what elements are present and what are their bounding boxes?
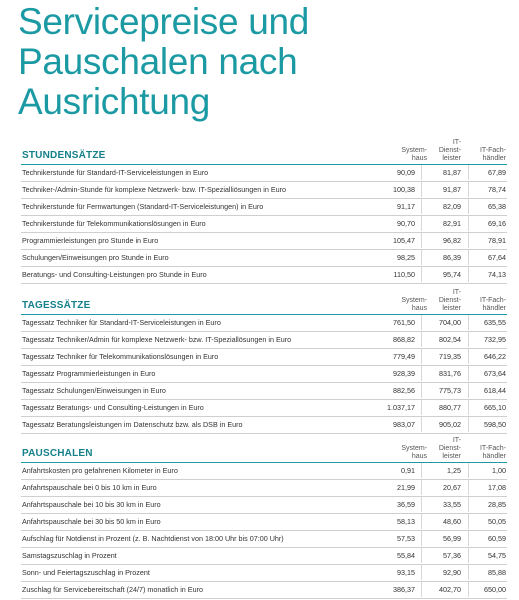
row-label: Anfahrtspauschale bei 10 bis 30 km in Euro [22, 500, 161, 509]
value-it-fachhaendler: 78,91 [488, 236, 506, 245]
value-it-fachhaendler: 732,95 [484, 335, 506, 344]
value-systemhaus: 868,82 [393, 335, 415, 344]
section-header [21, 436, 507, 462]
table-row [21, 399, 507, 416]
value-systemhaus: 21,99 [397, 483, 415, 492]
value-it-dienstleister: 95,74 [443, 270, 461, 279]
table-row [21, 348, 507, 365]
table-body [21, 314, 507, 434]
column-header-line: System- [401, 297, 427, 304]
row-label: Technikerstunde für Telekommunikationslösungen in Euro [22, 219, 206, 228]
value-it-dienstleister: 20,67 [443, 483, 461, 492]
table-row [21, 564, 507, 581]
table-row [21, 198, 507, 215]
value-it-fachhaendler: 1,00 [492, 466, 506, 475]
value-it-dienstleister: 880,77 [439, 403, 461, 412]
table-row [21, 462, 507, 479]
value-it-dienstleister: 802,54 [439, 335, 461, 344]
value-systemhaus: 90,70 [397, 219, 415, 228]
value-systemhaus: 105,47 [393, 236, 415, 245]
section-title: TAGESSÄTZE [22, 300, 91, 311]
row-label: Tagessatz Beratungs- und Consulting-Leistungen in Euro [22, 403, 204, 412]
column-header-it-dienstleister [431, 289, 461, 313]
row-label: Sonn- und Feiertagszuschlag in Prozent [22, 568, 150, 577]
table-row [21, 181, 507, 198]
row-label: Anfahrtskosten pro gefahrenen Kilometer in Euro [22, 466, 178, 475]
table-row [21, 215, 507, 232]
value-it-dienstleister: 56,99 [443, 534, 461, 543]
value-it-dienstleister: 1,25 [447, 466, 461, 475]
value-it-fachhaendler: 74,13 [488, 270, 506, 279]
value-it-fachhaendler: 60,59 [488, 534, 506, 543]
row-label: Technikerstunde für Fernwartungen (Standard-IT-Serviceleistungen) in Euro [22, 202, 264, 211]
table-body [21, 462, 507, 599]
value-systemhaus: 983,07 [393, 420, 415, 429]
table-row [21, 232, 507, 249]
column-header-systemhaus [383, 297, 427, 313]
value-it-fachhaendler: 673,64 [484, 369, 506, 378]
column-header-line: IT-Dienst- [438, 139, 461, 154]
value-it-fachhaendler: 67,89 [488, 168, 506, 177]
column-header-it-fachhaendler [476, 297, 506, 313]
value-it-fachhaendler: 618,44 [484, 386, 506, 395]
column-header-line: IT-Fach- [479, 445, 506, 452]
value-it-dienstleister: 719,35 [439, 352, 461, 361]
value-systemhaus: 1.037,17 [387, 403, 415, 412]
row-label: Schulungen/Einweisungen pro Stunde in Euro [22, 253, 169, 262]
title-line-3: Ausrichtung [18, 81, 211, 122]
column-header-line: IT-Dienst- [438, 437, 461, 452]
value-it-fachhaendler: 17,08 [488, 483, 506, 492]
page-title [18, 2, 508, 122]
table-row [21, 416, 507, 434]
table-row [21, 164, 507, 181]
row-label: Programmierleistungen pro Stunde in Euro [22, 236, 159, 245]
column-header-line: haus [411, 305, 427, 312]
value-it-dienstleister: 905,02 [439, 420, 461, 429]
value-systemhaus: 91,17 [397, 202, 415, 211]
value-systemhaus: 93,15 [397, 568, 415, 577]
value-it-dienstleister: 86,39 [443, 253, 461, 262]
column-header-line: leister [442, 305, 461, 312]
table-row [21, 581, 507, 599]
value-it-fachhaendler: 646,22 [484, 352, 506, 361]
row-label: Tagessatz Programmierleistungen in Euro [22, 369, 156, 378]
value-systemhaus: 98,25 [397, 253, 415, 262]
value-it-dienstleister: 96,82 [443, 236, 461, 245]
value-systemhaus: 90,09 [397, 168, 415, 177]
value-it-fachhaendler: 85,88 [488, 568, 506, 577]
row-label: Anfahrtspauschale bei 30 bis 50 km in Euro [22, 517, 161, 526]
section-pauschalen [21, 436, 507, 599]
value-it-dienstleister: 82,09 [443, 202, 461, 211]
section-title: STUNDENSÄTZE [22, 150, 106, 161]
column-header-it-dienstleister [431, 139, 461, 163]
column-header-it-fachhaendler [476, 445, 506, 461]
column-header-line: händler [482, 155, 506, 162]
table-row [21, 496, 507, 513]
row-label: Tagessatz Techniker/Admin für komplexe Netzwerk- bzw. IT-Speziallösungen in Euro [22, 335, 292, 344]
value-it-dienstleister: 402,70 [439, 585, 461, 594]
table-row [21, 314, 507, 331]
value-systemhaus: 58,13 [397, 517, 415, 526]
row-label: Aufschlag für Notdienst in Prozent (z. B. Nachtdienst von 18:00 Uhr bis 07:00 Uhr) [22, 534, 284, 543]
title-line-1: Servicepreise und [18, 1, 310, 42]
column-header-line: händler [482, 305, 506, 312]
value-it-dienstleister: 57,36 [443, 551, 461, 560]
row-label: Beratungs- und Consulting-Leistungen pro Stunde in Euro [22, 270, 207, 279]
table-row [21, 479, 507, 496]
section-stundensaetze [21, 138, 507, 284]
value-systemhaus: 761,50 [393, 318, 415, 327]
row-label: Tagessatz Techniker für Standard-IT-Serviceleistungen in Euro [22, 318, 221, 327]
value-it-fachhaendler: 635,55 [484, 318, 506, 327]
table-row [21, 530, 507, 547]
value-it-fachhaendler: 28,85 [488, 500, 506, 509]
table-row [21, 382, 507, 399]
row-label: Samstagszuschlag in Prozent [22, 551, 117, 560]
value-it-fachhaendler: 54,75 [488, 551, 506, 560]
row-label: Technikerstunde für Standard-IT-Serviceleistungen in Euro [22, 168, 209, 177]
value-systemhaus: 779,49 [393, 352, 415, 361]
column-header-line: IT-Fach- [479, 147, 506, 154]
value-it-fachhaendler: 78,74 [488, 185, 506, 194]
value-it-fachhaendler: 650,00 [484, 585, 506, 594]
row-label: Anfahrtspauschale bei 0 bis 10 km in Euro [22, 483, 157, 492]
value-it-fachhaendler: 50,05 [488, 517, 506, 526]
row-label: Tagessatz Beratungsleistungen im Datenschutz bzw. als DSB in Euro [22, 420, 243, 429]
value-it-fachhaendler: 69,16 [488, 219, 506, 228]
column-header-it-fachhaendler [476, 147, 506, 163]
column-header-line: IT-Fach- [479, 297, 506, 304]
table-row [21, 266, 507, 284]
section-title: PAUSCHALEN [22, 448, 93, 459]
value-systemhaus: 57,53 [397, 534, 415, 543]
value-systemhaus: 55,84 [397, 551, 415, 560]
value-it-dienstleister: 775,73 [439, 386, 461, 395]
column-header-line: haus [411, 155, 427, 162]
column-header-line: haus [411, 453, 427, 460]
table-row [21, 249, 507, 266]
row-label: Techniker-/Admin-Stunde für komplexe Netzwerk- bzw. IT-Spezialliösungen in Euro [22, 185, 287, 194]
value-systemhaus: 882,56 [393, 386, 415, 395]
value-it-fachhaendler: 665,10 [484, 403, 506, 412]
value-it-dienstleister: 831,76 [439, 369, 461, 378]
value-systemhaus: 0,91 [401, 466, 415, 475]
value-it-fachhaendler: 67,64 [488, 253, 506, 262]
value-it-fachhaendler: 598,50 [484, 420, 506, 429]
row-label: Zuschlag für Servicebereitschaft (24/7) monatlich in Euro [22, 585, 203, 594]
value-it-dienstleister: 82,91 [443, 219, 461, 228]
table-row [21, 365, 507, 382]
table-row [21, 331, 507, 348]
column-header-line: leister [442, 453, 461, 460]
table-row [21, 547, 507, 564]
column-header-systemhaus [383, 147, 427, 163]
section-header [21, 138, 507, 164]
section-tagessaetze [21, 288, 507, 434]
value-systemhaus: 386,37 [393, 585, 415, 594]
value-it-dienstleister: 48,60 [443, 517, 461, 526]
column-header-line: händler [482, 453, 506, 460]
table-body [21, 164, 507, 284]
value-systemhaus: 928,39 [393, 369, 415, 378]
value-it-dienstleister: 704,00 [439, 318, 461, 327]
value-systemhaus: 110,50 [393, 270, 415, 279]
column-header-it-dienstleister [431, 437, 461, 461]
column-header-systemhaus [383, 445, 427, 461]
column-header-line: leister [442, 155, 461, 162]
value-it-dienstleister: 33,55 [443, 500, 461, 509]
column-header-line: System- [401, 147, 427, 154]
column-header-line: System- [401, 445, 427, 452]
table-row [21, 513, 507, 530]
row-label: Tagessatz Schulungen/Einweisungen in Euro [22, 386, 166, 395]
value-it-dienstleister: 92,90 [443, 568, 461, 577]
value-systemhaus: 100,38 [393, 185, 415, 194]
value-it-fachhaendler: 65,38 [488, 202, 506, 211]
section-header [21, 288, 507, 314]
title-line-2: Pauschalen nach [18, 41, 298, 82]
column-header-line: IT-Dienst- [438, 289, 461, 304]
row-label: Tagessatz Techniker für Telekommunikationslösungen in Euro [22, 352, 219, 361]
value-it-dienstleister: 91,87 [443, 185, 461, 194]
value-systemhaus: 36,59 [397, 500, 415, 509]
value-it-dienstleister: 81,87 [443, 168, 461, 177]
